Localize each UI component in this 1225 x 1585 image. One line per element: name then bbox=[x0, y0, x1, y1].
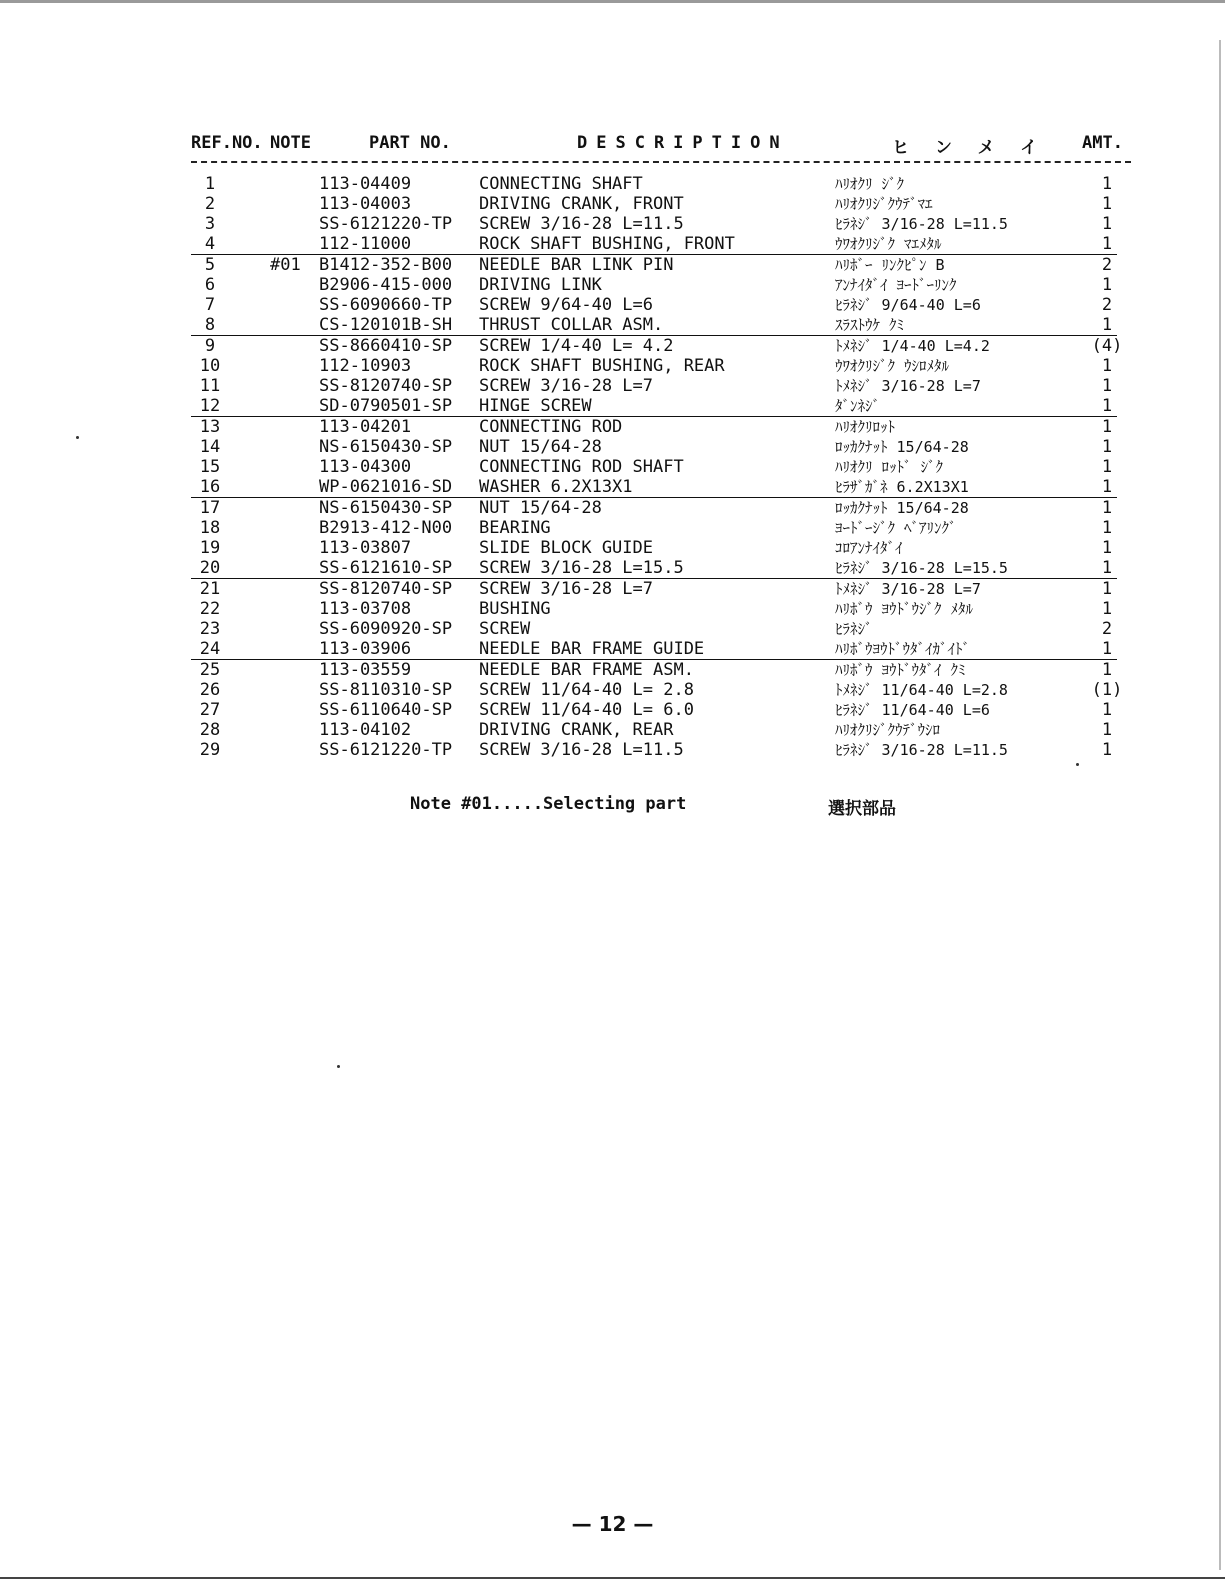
cell-ref: 16 bbox=[199, 477, 221, 497]
page-number: — 12 — bbox=[571, 1512, 654, 1536]
table-row bbox=[0, 295, 1225, 315]
table-row bbox=[0, 255, 1225, 275]
cell-amt: 1 bbox=[1101, 579, 1113, 599]
cell-part: SS-6121220-TP bbox=[319, 214, 453, 234]
cell-desc: SCREW 3/16-28 L=11.5 bbox=[479, 214, 684, 234]
cell-part: 113-03559 bbox=[319, 660, 412, 680]
cell-ref: 29 bbox=[199, 740, 221, 760]
cell-desc: SCREW 11/64-40 L= 2.8 bbox=[479, 680, 694, 700]
cell-part: 113-03807 bbox=[319, 538, 412, 558]
cell-part: 112-11000 bbox=[319, 234, 412, 254]
table-row bbox=[191, 396, 1117, 417]
table-row bbox=[0, 376, 1225, 396]
cell-kana: ﾄﾒﾈｼﾞ 1/4-40 L=4.2 bbox=[835, 337, 990, 355]
cell-desc: DRIVING LINK bbox=[479, 275, 602, 295]
cell-kana: ｽﾗｽﾄｳｹ ｸﾐ bbox=[835, 316, 905, 334]
cell-part: 113-04300 bbox=[319, 457, 412, 477]
cell-ref: 20 bbox=[199, 558, 221, 578]
table-row bbox=[0, 740, 1225, 760]
cell-desc: ROCK SHAFT BUSHING, FRONT bbox=[479, 234, 735, 254]
table-row bbox=[0, 457, 1225, 477]
cell-desc: SCREW 3/16-28 L=7 bbox=[479, 376, 653, 396]
cell-amt: 1 bbox=[1101, 174, 1113, 194]
cell-amt: 1 bbox=[1101, 315, 1113, 335]
cell-desc: NEEDLE BAR FRAME GUIDE bbox=[479, 639, 705, 659]
cell-desc: THRUST COLLAR ASM. bbox=[479, 315, 664, 335]
header-divider bbox=[191, 161, 1131, 163]
cell-part: SS-6121610-SP bbox=[319, 558, 453, 578]
header-kana-name: ヒンメイ bbox=[892, 138, 1064, 158]
cell-amt: 1 bbox=[1101, 538, 1113, 558]
cell-kana: ﾋﾗﾈｼﾞ 11/64-40 L=6 bbox=[835, 701, 990, 719]
cell-desc: WASHER 6.2X13X1 bbox=[479, 477, 633, 497]
cell-ref: 8 bbox=[204, 315, 216, 335]
cell-desc: NUT 15/64-28 bbox=[479, 498, 602, 518]
cell-part: CS-120101B-SH bbox=[319, 315, 453, 335]
cell-kana: ﾊﾘﾎﾞｳ ﾖｳﾄﾞｳﾀﾞｲ ｸﾐ bbox=[835, 661, 966, 679]
cell-desc: NEEDLE BAR FRAME ASM. bbox=[479, 660, 694, 680]
scan-bottom-edge bbox=[0, 1577, 1225, 1579]
cell-ref: 19 bbox=[199, 538, 221, 558]
cell-amt: 1 bbox=[1101, 214, 1113, 234]
table-row bbox=[0, 660, 1225, 680]
cell-part: NS-6150430-SP bbox=[319, 498, 453, 518]
cell-amt: 1 bbox=[1101, 700, 1113, 720]
table-row bbox=[191, 477, 1117, 498]
cell-note: #01 bbox=[270, 255, 301, 275]
cell-kana: ｱﾝﾅｲﾀﾞｲ ﾖｰﾄﾞｰﾘﾝｸ bbox=[835, 276, 957, 294]
header-part-no: PART NO. bbox=[369, 133, 451, 153]
cell-kana: ﾋﾗﾈｼﾞ 3/16-28 L=15.5 bbox=[835, 559, 1008, 577]
cell-ref: 9 bbox=[204, 336, 216, 356]
cell-part: SS-8120740-SP bbox=[319, 579, 453, 599]
cell-part: SD-0790501-SP bbox=[319, 396, 453, 416]
cell-part: SS-6090660-TP bbox=[319, 295, 453, 315]
cell-desc: SCREW 11/64-40 L= 6.0 bbox=[479, 700, 694, 720]
table-row bbox=[191, 558, 1117, 579]
cell-part: WP-0621016-SD bbox=[319, 477, 453, 497]
header-note: NOTE bbox=[270, 133, 311, 153]
cell-amt: 1 bbox=[1101, 356, 1113, 376]
cell-desc: SCREW bbox=[479, 619, 531, 639]
cell-part: B2913-412-N00 bbox=[319, 518, 453, 538]
header-description: DESCRIPTION bbox=[577, 133, 789, 153]
cell-amt: (4) bbox=[1091, 336, 1123, 356]
cell-desc: CONNECTING ROD SHAFT bbox=[479, 457, 684, 477]
cell-ref: 18 bbox=[199, 518, 221, 538]
cell-amt: 1 bbox=[1101, 558, 1113, 578]
cell-part: SS-6121220-TP bbox=[319, 740, 453, 760]
cell-ref: 4 bbox=[204, 234, 216, 254]
cell-part: 113-04003 bbox=[319, 194, 412, 214]
table-row bbox=[0, 538, 1225, 558]
table-row bbox=[0, 336, 1225, 356]
cell-ref: 17 bbox=[199, 498, 221, 518]
cell-desc: CONNECTING ROD bbox=[479, 417, 623, 437]
cell-part: NS-6150430-SP bbox=[319, 437, 453, 457]
cell-kana: ﾊﾘｵｸﾘ ﾛｯﾄﾞ ｼﾞｸ bbox=[835, 458, 944, 476]
table-row bbox=[0, 174, 1225, 194]
header-amt: AMT. bbox=[1082, 133, 1123, 153]
cell-kana: ｳﾜｵｸﾘｼﾞｸ ﾏｴﾒﾀﾙ bbox=[835, 235, 942, 253]
cell-kana: ﾊﾘｵｸﾘｼﾞｸｳﾃﾞｳｼﾛ bbox=[835, 721, 941, 739]
cell-amt: 1 bbox=[1101, 417, 1113, 437]
cell-kana: ﾋﾗｻﾞｶﾞﾈ 6.2X13X1 bbox=[835, 478, 969, 496]
cell-amt: 1 bbox=[1101, 639, 1113, 659]
cell-amt: 2 bbox=[1101, 295, 1113, 315]
cell-kana: ﾛｯｶｸﾅｯﾄ 15/64-28 bbox=[835, 438, 969, 456]
cell-kana: ﾛｯｶｸﾅｯﾄ 15/64-28 bbox=[835, 499, 969, 517]
cell-desc: BEARING bbox=[479, 518, 551, 538]
cell-kana: ﾊﾘﾎﾞｳ ﾖｳﾄﾞｳｼﾞｸ ﾒﾀﾙ bbox=[835, 600, 974, 618]
cell-kana: ﾋﾗﾈｼﾞ 9/64-40 L=6 bbox=[835, 296, 981, 314]
table-row bbox=[0, 437, 1225, 457]
cell-amt: 2 bbox=[1101, 255, 1113, 275]
cell-amt: 1 bbox=[1101, 720, 1113, 740]
cell-ref: 12 bbox=[199, 396, 221, 416]
cell-ref: 22 bbox=[199, 599, 221, 619]
cell-desc: SCREW 3/16-28 L=15.5 bbox=[479, 558, 684, 578]
cell-desc: SCREW 3/16-28 L=7 bbox=[479, 579, 653, 599]
table-row bbox=[191, 639, 1117, 660]
cell-amt: 1 bbox=[1101, 437, 1113, 457]
table-row bbox=[0, 194, 1225, 214]
cell-amt: 1 bbox=[1101, 457, 1113, 477]
cell-part: B1412-352-B00 bbox=[319, 255, 453, 275]
cell-desc: DRIVING CRANK, REAR bbox=[479, 720, 674, 740]
cell-amt: 1 bbox=[1101, 599, 1113, 619]
cell-amt: 2 bbox=[1101, 619, 1113, 639]
cell-part: 113-03906 bbox=[319, 639, 412, 659]
cell-ref: 11 bbox=[199, 376, 221, 396]
cell-ref: 24 bbox=[199, 639, 221, 659]
table-row bbox=[0, 599, 1225, 619]
table-row bbox=[191, 234, 1117, 255]
parts-table bbox=[0, 174, 1225, 760]
cell-part: 112-10903 bbox=[319, 356, 412, 376]
cell-amt: 1 bbox=[1101, 234, 1113, 254]
footnote-japanese: 選択部品 bbox=[828, 799, 896, 819]
cell-ref: 1 bbox=[204, 174, 216, 194]
cell-part: 113-04409 bbox=[319, 174, 412, 194]
cell-amt: 1 bbox=[1101, 275, 1113, 295]
table-row bbox=[0, 275, 1225, 295]
cell-ref: 27 bbox=[199, 700, 221, 720]
cell-ref: 7 bbox=[204, 295, 216, 315]
cell-kana: ﾀﾞﾝﾈｼﾞ bbox=[835, 397, 881, 415]
cell-ref: 6 bbox=[204, 275, 216, 295]
cell-ref: 25 bbox=[199, 660, 221, 680]
cell-desc: BUSHING bbox=[479, 599, 551, 619]
cell-desc: SCREW 1/4-40 L= 4.2 bbox=[479, 336, 674, 356]
cell-part: 113-03708 bbox=[319, 599, 412, 619]
cell-desc: DRIVING CRANK, FRONT bbox=[479, 194, 684, 214]
table-row bbox=[0, 356, 1225, 376]
cell-ref: 5 bbox=[204, 255, 216, 275]
cell-kana: ﾊﾘﾎﾞｳﾖｳﾄﾞｳﾀﾞｲｶﾞｲﾄﾞ bbox=[835, 640, 971, 658]
cell-amt: 1 bbox=[1101, 518, 1113, 538]
table-row bbox=[191, 315, 1117, 336]
cell-part: SS-6110640-SP bbox=[319, 700, 453, 720]
table-row bbox=[0, 518, 1225, 538]
cell-amt: 1 bbox=[1101, 498, 1113, 518]
cell-amt: 1 bbox=[1101, 194, 1113, 214]
table-row bbox=[0, 417, 1225, 437]
cell-part: 113-04201 bbox=[319, 417, 412, 437]
cell-part: B2906-415-000 bbox=[319, 275, 453, 295]
cell-part: SS-8110310-SP bbox=[319, 680, 453, 700]
cell-kana: ﾄﾒﾈｼﾞ 3/16-28 L=7 bbox=[835, 580, 981, 598]
cell-desc: SLIDE BLOCK GUIDE bbox=[479, 538, 653, 558]
cell-amt: 1 bbox=[1101, 396, 1113, 416]
cell-desc: NEEDLE BAR LINK PIN bbox=[479, 255, 674, 275]
scan-top-edge bbox=[0, 0, 1225, 3]
cell-ref: 14 bbox=[199, 437, 221, 457]
table-row bbox=[0, 720, 1225, 740]
scan-speck bbox=[76, 436, 79, 439]
scan-speck bbox=[1076, 763, 1079, 766]
cell-amt: 1 bbox=[1101, 660, 1113, 680]
cell-desc: ROCK SHAFT BUSHING, REAR bbox=[479, 356, 725, 376]
cell-kana: ﾋﾗﾈｼﾞ bbox=[835, 620, 873, 638]
cell-ref: 2 bbox=[204, 194, 216, 214]
table-row bbox=[0, 498, 1225, 518]
cell-kana: ﾋﾗﾈｼﾞ 3/16-28 L=11.5 bbox=[835, 741, 1008, 759]
cell-ref: 23 bbox=[199, 619, 221, 639]
cell-kana: ｺﾛｱﾝﾅｲﾀﾞｲ bbox=[835, 539, 903, 557]
cell-kana: ﾄﾒﾈｼﾞ 3/16-28 L=7 bbox=[835, 377, 981, 395]
cell-kana: ﾊﾘｵｸﾘｼﾞｸｳﾃﾞﾏｴ bbox=[835, 195, 933, 213]
cell-kana: ﾄﾒﾈｼﾞ 11/64-40 L=2.8 bbox=[835, 681, 1008, 699]
cell-kana: ﾊﾘｵｸﾘ ｼﾞｸ bbox=[835, 175, 905, 193]
cell-part: SS-8120740-SP bbox=[319, 376, 453, 396]
cell-kana: ﾖｰﾄﾞｰｼﾞｸ ﾍﾞｱﾘﾝｸﾞ bbox=[835, 519, 957, 537]
cell-desc: SCREW 9/64-40 L=6 bbox=[479, 295, 653, 315]
cell-desc: SCREW 3/16-28 L=11.5 bbox=[479, 740, 684, 760]
cell-part: 113-04102 bbox=[319, 720, 412, 740]
cell-ref: 26 bbox=[199, 680, 221, 700]
cell-part: SS-8660410-SP bbox=[319, 336, 453, 356]
header-ref-no: REF.NO. bbox=[191, 133, 263, 153]
cell-desc: CONNECTING SHAFT bbox=[479, 174, 643, 194]
table-row bbox=[0, 700, 1225, 720]
cell-part: SS-6090920-SP bbox=[319, 619, 453, 639]
scan-speck bbox=[337, 1065, 340, 1068]
cell-amt: 1 bbox=[1101, 376, 1113, 396]
cell-ref: 21 bbox=[199, 579, 221, 599]
cell-amt: (1) bbox=[1091, 680, 1123, 700]
cell-desc: NUT 15/64-28 bbox=[479, 437, 602, 457]
cell-ref: 28 bbox=[199, 720, 221, 740]
cell-ref: 10 bbox=[199, 356, 221, 376]
table-row bbox=[0, 680, 1225, 700]
cell-ref: 3 bbox=[204, 214, 216, 234]
cell-kana: ﾊﾘｵｸﾘﾛｯﾄ bbox=[835, 418, 896, 436]
table-row bbox=[0, 214, 1225, 234]
table-header bbox=[0, 133, 1225, 157]
cell-kana: ｳﾜｵｸﾘｼﾞｸ ｳｼﾛﾒﾀﾙ bbox=[835, 357, 950, 375]
cell-amt: 1 bbox=[1101, 740, 1113, 760]
cell-desc: HINGE SCREW bbox=[479, 396, 592, 416]
cell-ref: 13 bbox=[199, 417, 221, 437]
table-row bbox=[0, 619, 1225, 639]
cell-kana: ﾋﾗﾈｼﾞ 3/16-28 L=11.5 bbox=[835, 215, 1008, 233]
cell-ref: 15 bbox=[199, 457, 221, 477]
cell-kana: ﾊﾘﾎﾞｰ ﾘﾝｸﾋﾟﾝ B bbox=[835, 256, 945, 274]
cell-amt: 1 bbox=[1101, 477, 1113, 497]
footnote-text: Note #01.....Selecting part bbox=[410, 794, 687, 814]
table-row bbox=[0, 579, 1225, 599]
